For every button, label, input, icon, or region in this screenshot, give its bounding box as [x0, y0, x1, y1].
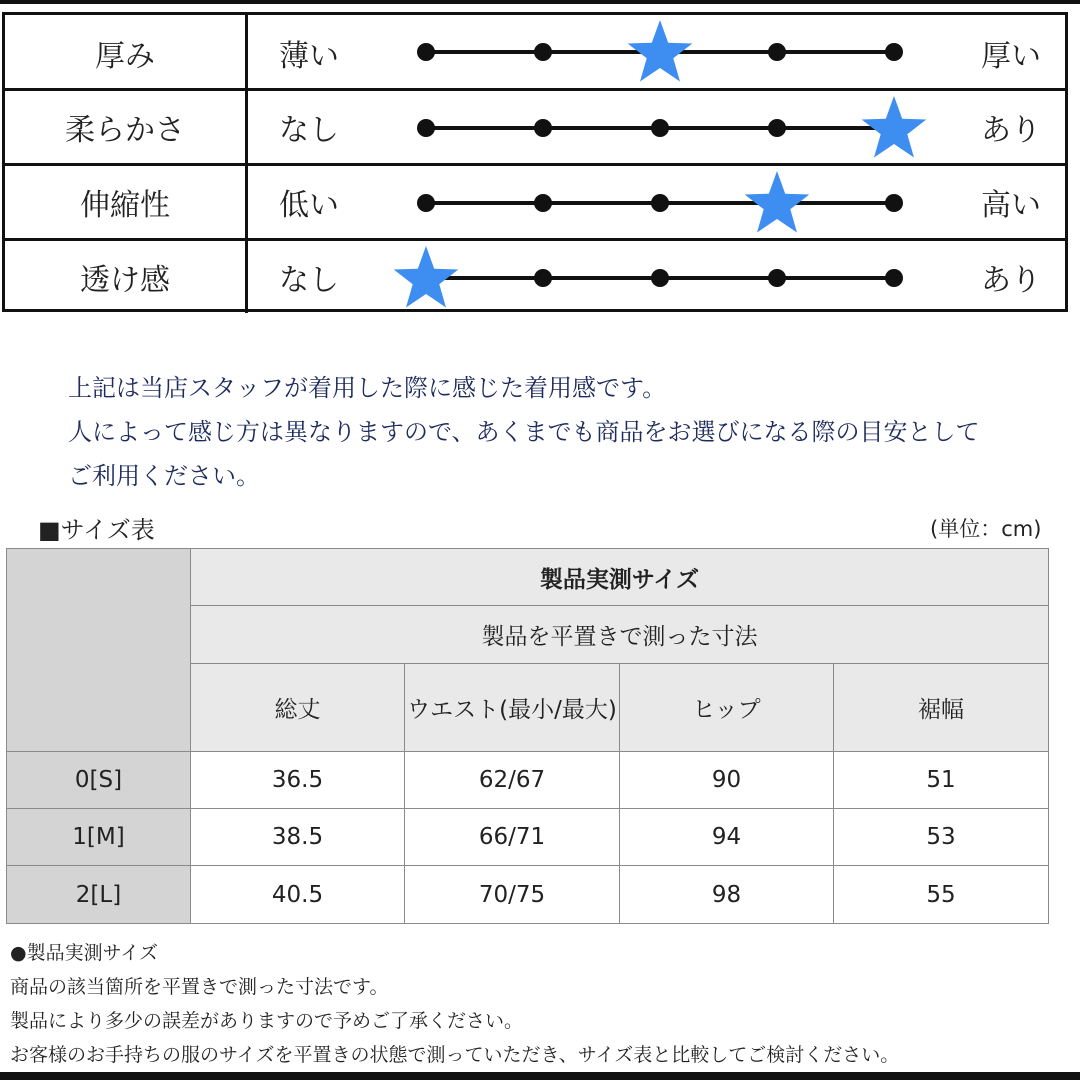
scale-dot: [534, 194, 552, 212]
corner-cell: [6, 548, 191, 752]
unit-label: (単位：cm): [930, 517, 1042, 541]
feel-label: 柔らかさ: [5, 91, 248, 163]
scale-dot: [651, 194, 669, 212]
size-table-heading: ■サイズ表: [38, 516, 155, 544]
feel-label: 透け感: [5, 241, 248, 313]
group-title: 製品実測サイズ: [190, 548, 1049, 606]
feel-high-label: あり: [981, 113, 1041, 148]
scale-dot: [885, 194, 903, 212]
table-cell: 53: [833, 808, 1049, 866]
table-cell: 90: [619, 751, 834, 809]
table-cell: 94: [619, 808, 834, 866]
column-header: ヒップ: [619, 663, 834, 752]
feel-scale: [5, 91, 1065, 166]
table-cell: 66/71: [404, 808, 620, 866]
column-header: 総丈: [190, 663, 405, 752]
feel-low-label: 薄い: [279, 38, 339, 74]
table-cell: 36.5: [190, 751, 405, 809]
note-line: ご利用ください。: [68, 462, 260, 490]
size-table: [6, 548, 1049, 924]
bottom-border: [0, 1072, 1080, 1080]
feel-high-label: 高い: [981, 188, 1041, 223]
table-cell: 55: [833, 865, 1049, 924]
scale-dot: [534, 43, 552, 61]
feel-row-thickness: [5, 15, 1065, 90]
column-header: ウエスト(最小/最大): [404, 663, 620, 752]
footnote-line: お客様のお手持ちの服のサイズを平置きの状態で測っていただき、サイズ表と比較してご検討ください。: [10, 1044, 900, 1066]
feel-high-label: 厚い: [981, 38, 1041, 74]
feel-row-sheerness: [5, 238, 1065, 313]
feel-low-label: 低い: [279, 188, 339, 223]
feel-scale: [5, 241, 1065, 316]
feel-row-softness: [5, 88, 1065, 163]
feel-row-stretch: [5, 163, 1065, 238]
wear-feel-table: [2, 12, 1068, 312]
footnote-title: ●製品実測サイズ: [10, 942, 159, 964]
scale-dot: [651, 119, 669, 137]
note-line: 上記は当店スタッフが着用した際に感じた着用感です。: [68, 374, 667, 402]
scale-dot: [417, 43, 435, 61]
table-cell: 98: [619, 865, 834, 924]
size-label: 1[M]: [6, 808, 191, 866]
scale-dot: [768, 119, 786, 137]
feel-low-label: なし: [279, 113, 339, 148]
footnote-line: 商品の該当箇所を平置きで測った寸法です。: [10, 976, 389, 998]
note-line: 人によって感じ方は異なりますので、あくまでも商品をお選びになる際の目安として: [68, 418, 980, 446]
table-cell: 51: [833, 751, 1049, 809]
feel-scale: [5, 15, 1065, 90]
top-border: [0, 0, 1080, 4]
table-cell: 62/67: [404, 751, 620, 809]
group-subtitle: 製品を平置きで測った寸法: [190, 605, 1049, 664]
scale-dot: [885, 43, 903, 61]
column-header: 裾幅: [833, 663, 1049, 752]
footnote-line: 製品により多少の誤差がありますので予めご了承ください。: [10, 1010, 524, 1032]
feel-label: 伸縮性: [5, 166, 248, 238]
scale-dot: [534, 119, 552, 137]
scale-dot: [417, 194, 435, 212]
level-star-icon: [745, 171, 810, 233]
table-cell: 40.5: [190, 865, 405, 924]
size-label: 0[S]: [6, 751, 191, 809]
scale-dot: [534, 269, 552, 287]
scale-dot: [417, 119, 435, 137]
level-star-icon: [394, 246, 459, 308]
level-star-icon: [628, 20, 693, 82]
feel-label: 厚み: [5, 15, 248, 90]
size-label: 2[L]: [6, 865, 191, 924]
feel-high-label: あり: [981, 263, 1041, 298]
table-cell: 38.5: [190, 808, 405, 866]
level-star-icon: [862, 96, 927, 158]
feel-scale: [5, 166, 1065, 241]
scale-dot: [768, 43, 786, 61]
table-cell: 70/75: [404, 865, 620, 924]
scale-dot: [651, 269, 669, 287]
scale-dot: [768, 269, 786, 287]
scale-dot: [885, 269, 903, 287]
feel-low-label: なし: [279, 263, 339, 298]
